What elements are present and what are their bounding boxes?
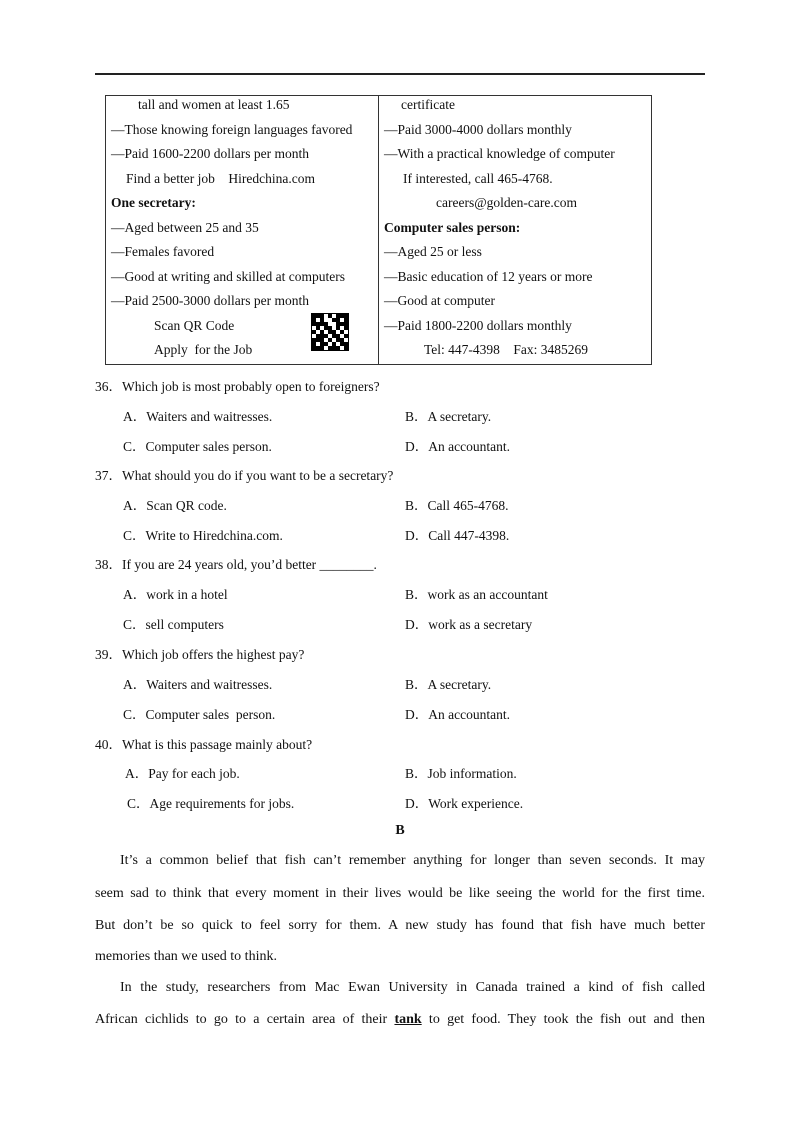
ad-right-line: —With a practical knowledge of computer (384, 146, 615, 161)
ad-left-line: Find a better job Hiredchina.com (126, 170, 315, 186)
job-ads-table (105, 95, 652, 365)
passage-line: But don’t be so quick to feel sorry for them. A new study has found that fish have much better (95, 918, 705, 933)
qr-code-icon[interactable] (311, 313, 349, 351)
ad-right-line: If interested, call 465-4768. (403, 170, 553, 186)
option-40-a[interactable]: A．Pay for each job. (125, 766, 240, 781)
ad-right-line: —Paid 1800-2200 dollars monthly (384, 317, 572, 333)
ad-right-line: —Basic education of 12 years or more (384, 268, 593, 284)
option-38-d[interactable]: D．work as a secretary (405, 617, 533, 632)
option-40-b[interactable]: B．Job information. (405, 766, 517, 781)
keyword-tank: tank (394, 1012, 422, 1027)
ad-email: careers@golden-care.com (436, 195, 577, 210)
ad-right-line: certificate (401, 97, 455, 112)
option-36-d[interactable]: D．An accountant. (405, 439, 510, 454)
option-36-b[interactable]: B．A secretary. (405, 409, 492, 424)
option-37-a[interactable]: A．Scan QR code. (123, 498, 227, 513)
question-36: 36．Which job is most probably open to foreigners? (95, 379, 380, 394)
option-36-a[interactable]: A．Waiters and waitresses. (123, 409, 273, 424)
ad-right-line: —Good at computer (384, 293, 495, 308)
question-40: 40．What is this passage mainly about? (95, 737, 313, 752)
passage-text: African cichlids to go to a certain area of their (95, 1012, 395, 1027)
passage-line: It’s a common belief that fish can’t remember anything for longer than seven seconds. It may (120, 853, 705, 868)
ad-left-line: —Good at writing and skilled at computers (111, 268, 345, 284)
option-37-d[interactable]: D．Call 447-4398. (405, 528, 510, 543)
passage-text: to get food. They took the fish out and then (421, 1012, 706, 1027)
option-39-c[interactable]: C．Computer sales person. (123, 707, 276, 722)
question-37: 37．What should you do if you want to be a secretary? (95, 468, 394, 483)
passage-line: memories than we used to think. (95, 949, 277, 964)
ad-left-line: —Paid 2500-3000 dollars per month (111, 293, 309, 308)
ad-left-line: tall and women at least 1.65 (138, 97, 290, 112)
passage-line: In the study, researchers from Mac Ewan University in Canada trained a kind of fish called (120, 980, 705, 995)
option-39-b[interactable]: B．A secretary. (405, 677, 492, 692)
passage-line-with-keyword (95, 1005, 705, 1036)
option-39-a[interactable]: A．Waiters and waitresses. (123, 677, 273, 692)
option-39-d[interactable]: D．An accountant. (405, 707, 510, 722)
question-38: 38．If you are 24 years old, you’d better ________. (95, 557, 377, 572)
table-divider (378, 96, 379, 364)
option-37-b[interactable]: B．Call 465-4768. (405, 498, 509, 513)
ad-left-line: —Aged between 25 and 35 (111, 219, 259, 235)
section-b-title: B (395, 823, 405, 838)
option-36-c[interactable]: C．Computer sales person. (123, 439, 272, 454)
header-rule (95, 73, 705, 75)
ad-left-line: —Paid 1600-2200 dollars per month (111, 146, 309, 161)
option-37-c[interactable]: C．Write to Hiredchina.com. (123, 528, 283, 543)
ad-left-line: —Females favored (111, 244, 215, 259)
ad-right-line: —Paid 3000-4000 dollars monthly (384, 121, 572, 137)
ad-right-line: —Aged 25 or less (384, 244, 482, 259)
ad-left-line: Apply for the Job (154, 342, 253, 357)
option-38-a[interactable]: A．work in a hotel (123, 587, 228, 602)
option-38-c[interactable]: C．sell computers (123, 617, 224, 632)
passage-line: seem sad to think that every moment in their lives would be like seeing the world for the first time. (95, 886, 705, 901)
option-40-c[interactable]: C．Age requirements for jobs. (127, 796, 295, 811)
ad-contact: Tel: 447-4398 Fax: 3485269 (424, 342, 589, 357)
ad-heading-sales: Computer sales person: (384, 219, 521, 235)
ad-heading-secretary: One secretary: (111, 195, 196, 210)
ad-left-line: Scan QR Code (154, 317, 235, 333)
option-40-d[interactable]: D．Work experience. (405, 796, 524, 811)
ad-left-line: —Those knowing foreign languages favored (111, 121, 353, 137)
option-38-b[interactable]: B．work as an accountant (405, 587, 548, 602)
question-39: 39．Which job offers the highest pay? (95, 647, 305, 662)
